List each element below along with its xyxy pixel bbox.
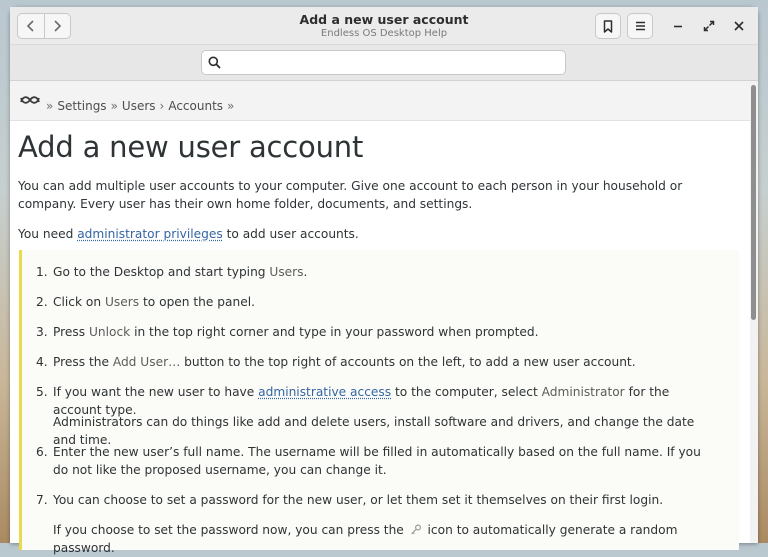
- step-number: 3.: [36, 325, 48, 339]
- gui-term: Add User…: [112, 355, 181, 369]
- minimize-icon: [672, 20, 684, 32]
- breadcrumb-separator: »: [227, 99, 235, 113]
- step-text: Press the: [53, 355, 113, 369]
- step-text: button to the top right of accounts on the left, to add a new user account.: [180, 355, 636, 369]
- breadcrumb-separator: »: [46, 99, 54, 113]
- requirement-prefix: You need: [18, 227, 78, 241]
- search-input[interactable]: [226, 53, 560, 74]
- back-button[interactable]: [18, 14, 44, 38]
- breadcrumb-accounts[interactable]: Accounts: [168, 99, 224, 113]
- step-text: If you choose to set the password now, you can press the: [53, 523, 408, 537]
- key-icon: [410, 524, 422, 535]
- intro-paragraph: You can add multiple user accounts to your computer. Give one account to each person in your household or company. Every user has their own home folder, documents, and settings.: [18, 179, 683, 211]
- chevron-right-icon: [52, 20, 62, 32]
- history-nav: [17, 13, 71, 39]
- breadcrumb-separator: ›: [159, 99, 165, 113]
- help-window: [10, 7, 758, 555]
- step-text: .: [303, 265, 308, 279]
- page-title: Add a new user account: [18, 130, 364, 164]
- breadcrumb-settings[interactable]: Settings: [57, 99, 107, 113]
- step-number: 1.: [36, 265, 48, 279]
- breadcrumb-separator: »: [110, 99, 118, 113]
- step-text: Administrators can do things like add and delete users, install software and drivers, and change the date and time.: [53, 415, 695, 447]
- step-text: in the top right corner and type in your password when prompted.: [130, 325, 539, 339]
- requirement-suffix: to add user accounts.: [222, 227, 359, 241]
- breadcrumb-bar: [10, 81, 750, 121]
- steps-list: [19, 250, 739, 555]
- search-field[interactable]: [201, 50, 566, 75]
- step-text: Click on: [53, 295, 105, 309]
- gui-term: Users: [269, 265, 304, 279]
- step-number: 6.: [36, 445, 48, 459]
- help-page: [10, 81, 758, 555]
- step-number: 4.: [36, 355, 48, 369]
- forward-button[interactable]: [44, 14, 71, 38]
- close-icon: [733, 20, 745, 32]
- step-number: 7.: [36, 493, 48, 507]
- step-text: icon to automatically generate a random password.: [53, 523, 678, 555]
- bookmark-button[interactable]: [595, 13, 621, 39]
- gui-term: Unlock: [88, 325, 131, 339]
- header-bar: [10, 7, 758, 45]
- step-text: to open the panel.: [139, 295, 255, 309]
- gui-term: Users: [104, 295, 140, 309]
- close-button[interactable]: [729, 16, 749, 36]
- step-text: Enter the new user’s full name. The username will be filled in automatically based on the full name. If you do not like the proposed username, you can change it.: [53, 445, 701, 477]
- window-title: Add a new user account: [299, 12, 469, 27]
- step-text: Press: [53, 325, 89, 339]
- endless-logo-icon[interactable]: [19, 93, 41, 107]
- search-bar: [10, 45, 758, 81]
- minimize-button[interactable]: [668, 16, 688, 36]
- requirement-paragraph: [18, 225, 734, 243]
- step-number: 5.: [36, 385, 48, 399]
- breadcrumb-users[interactable]: Users: [121, 99, 156, 113]
- breadcrumb: [46, 99, 238, 113]
- chevron-left-icon: [26, 20, 36, 32]
- maximize-icon: [703, 20, 715, 32]
- administrative-access-link[interactable]: administrative access: [258, 385, 392, 399]
- step-text: Go to the Desktop and start typing: [53, 265, 270, 279]
- maximize-button[interactable]: [699, 16, 719, 36]
- hamburger-menu-icon: [635, 21, 646, 31]
- window-subtitle: Endless OS Desktop Help: [320, 28, 448, 39]
- administrator-privileges-link[interactable]: administrator privileges: [77, 227, 223, 241]
- step-text: You can choose to set a password for the new user, or let them set it themselves on their first login.: [53, 493, 664, 507]
- bookmark-icon: [603, 20, 613, 33]
- gui-term: Administrator: [541, 385, 625, 399]
- menu-button[interactable]: [627, 13, 653, 39]
- step-text: for the account type.: [53, 385, 670, 417]
- scrollbar-thumb[interactable]: [751, 85, 756, 320]
- search-icon: [208, 56, 221, 69]
- scrollbar[interactable]: [750, 81, 758, 543]
- step-text: to the computer, select: [391, 385, 542, 399]
- step-number: 2.: [36, 295, 48, 309]
- step-text: If you want the new user to have: [53, 385, 259, 399]
